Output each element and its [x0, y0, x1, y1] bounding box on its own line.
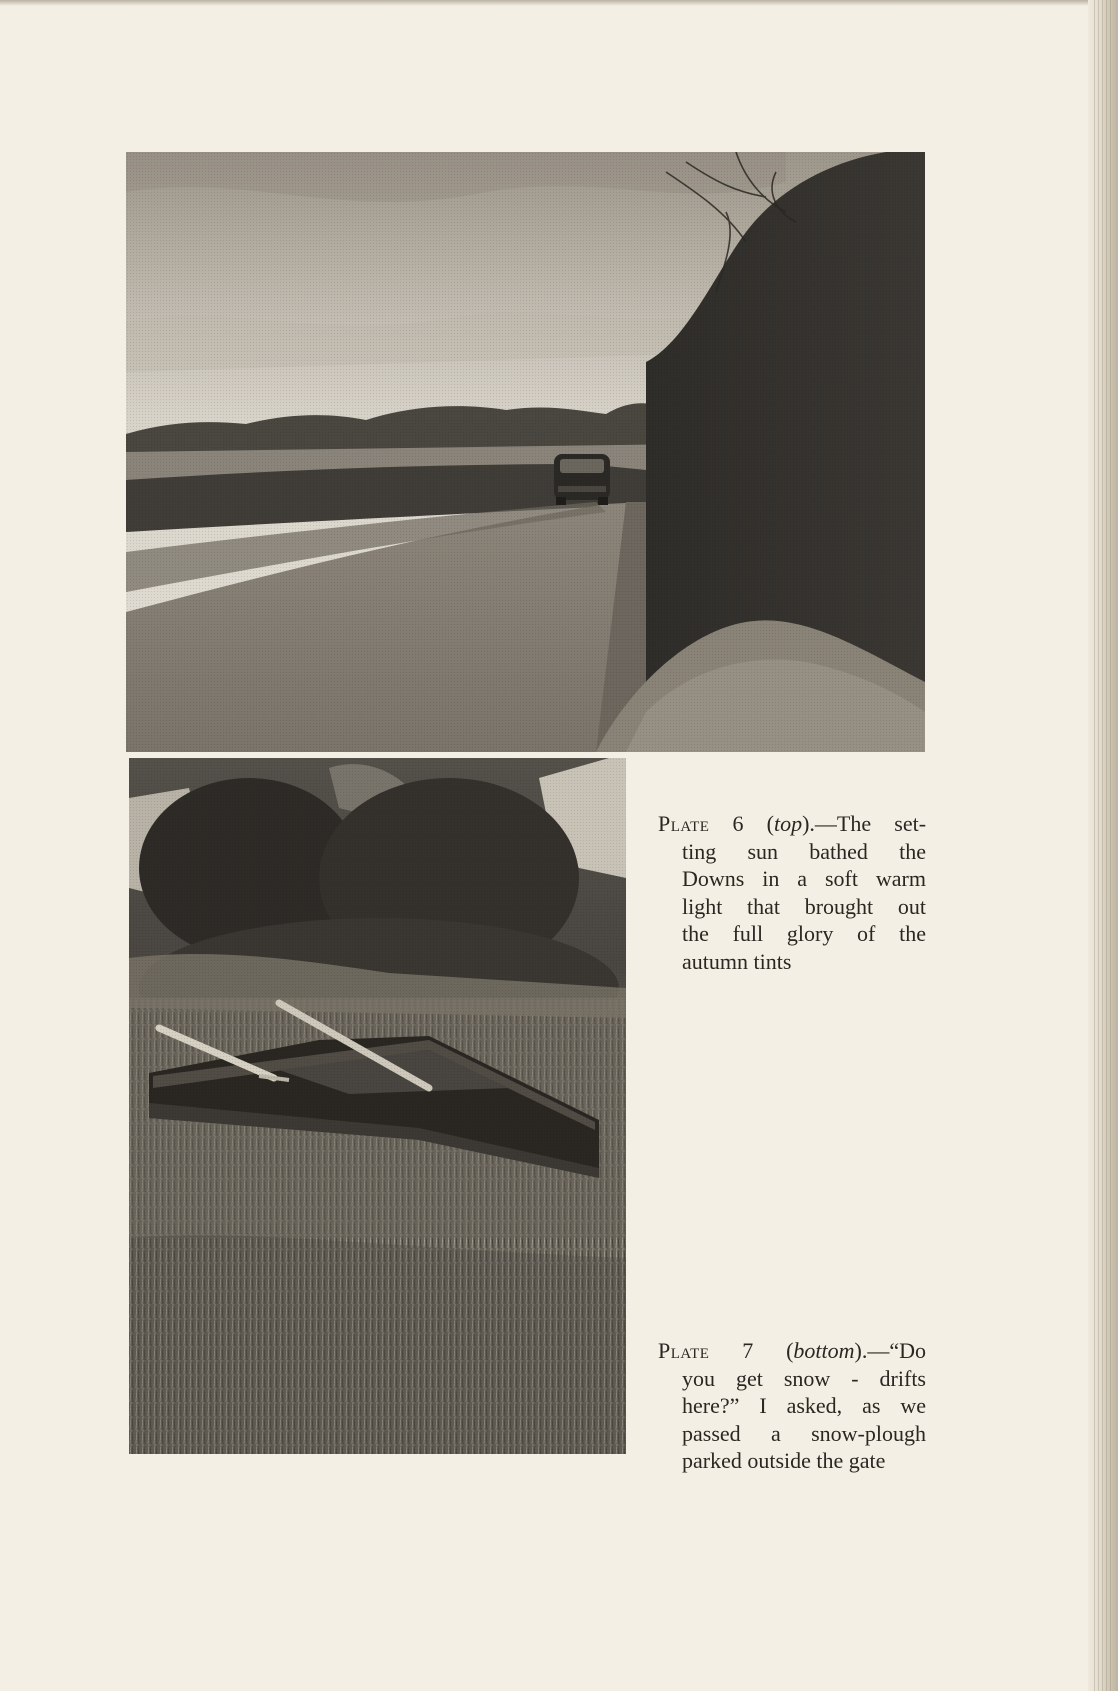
plate-7-photograph	[129, 758, 626, 1454]
caption-line: Plate 7 (bottom).—“Do	[658, 1338, 926, 1363]
plate-number: 7	[742, 1338, 754, 1363]
plate-6-photograph	[126, 152, 925, 752]
page-top-shadow	[0, 0, 1118, 6]
plate-7-caption	[658, 1337, 926, 1475]
caption-line: Downs in a soft warm	[682, 866, 926, 891]
plate-6-caption	[658, 810, 926, 975]
plate-number: 6	[732, 811, 744, 836]
caption-line: passed a snow-plough	[682, 1420, 926, 1446]
caption-line: light that brought out	[682, 893, 926, 919]
caption-line: you get snow - drifts	[682, 1365, 926, 1391]
caption-line: ting sun bathed the	[682, 838, 926, 864]
caption-line: the full glory of the	[682, 921, 926, 946]
page-edge-lines	[1094, 0, 1112, 1691]
caption-line: here?” I asked, as we	[682, 1393, 926, 1418]
caption-text: ).—The set-	[802, 811, 927, 836]
plate-label: Plate	[658, 1338, 710, 1363]
plate-position: top	[773, 811, 803, 836]
plate-label: Plate	[658, 811, 710, 836]
caption-line: Plate 6 (top).—The set-	[658, 811, 927, 836]
caption-text: ).—“Do	[854, 1338, 926, 1363]
plate-position: bottom	[793, 1338, 855, 1363]
caption-line: parked outside the gate	[682, 1448, 886, 1473]
caption-line: autumn tints	[682, 948, 792, 974]
